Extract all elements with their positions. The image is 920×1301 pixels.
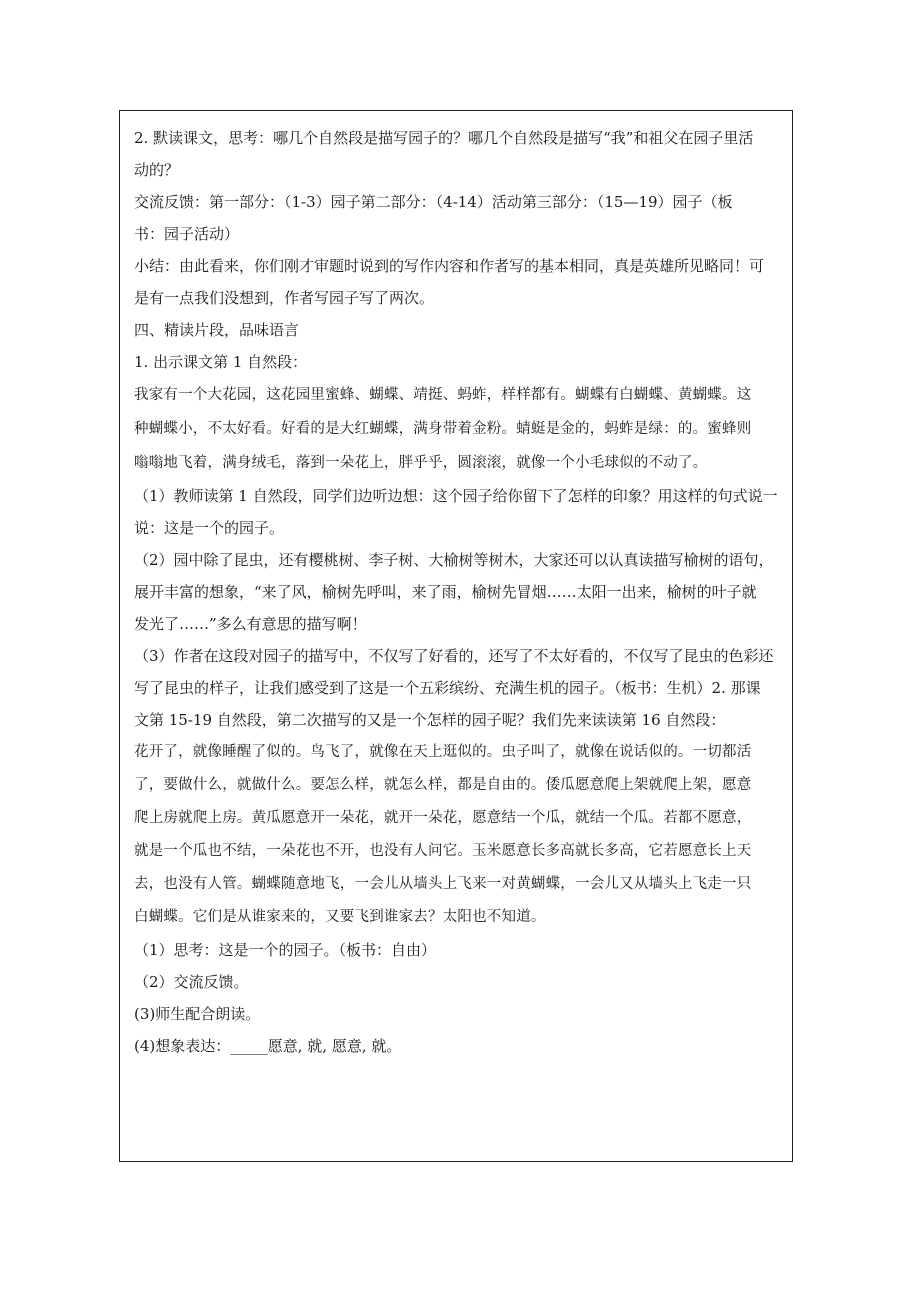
text-line: （2）园中除了昆虫，还有樱桃树、李子树、大榆树等树木，大家还可以认真读描写榆树的语句， bbox=[134, 551, 774, 569]
text-line: 是有一点我们没想到，作者写园子写了两次。 bbox=[134, 289, 435, 307]
quoted-passage-line: 我家有一个大花园，这花园里蜜蜂、蝴蝶、靖挺、蚂蚱，样样都有。蝴蝶有白蝴蝶、黄蝴蝶。这 bbox=[134, 387, 752, 403]
section-heading: 四、精读片段，品味语言 bbox=[134, 321, 300, 339]
quoted-passage-line: 就是一个瓜也不结，一朵花也不开，也没有人问它。玉米愿意长多高就长多高，它若愿意长上天 bbox=[134, 843, 752, 859]
text-line: 发光了……”多么有意思的描写啊！ bbox=[134, 615, 367, 633]
text-line: (4)想象表达：_____愿意, 就, 愿意, 就。 bbox=[134, 1037, 402, 1055]
text-line: (3)师生配合朗读。 bbox=[134, 1005, 261, 1023]
quoted-passage-line: 爬上房就爬上房。黄瓜愿意开一朵花，就开一朵花，愿意结一个瓜，就结一个瓜。若都不愿意， bbox=[134, 810, 752, 826]
text-line: 2. 默读课文，思考：哪几个自然段是描写园子的？哪几个自然段是描写“我”和祖父在园子里活 bbox=[134, 129, 754, 147]
text-line: 动的？ bbox=[134, 161, 180, 179]
text-line: 展开丰富的想象，“来了风，榆树先呼叫，来了雨，榆树先冒烟……太阳一出来，榆树的叶子就 bbox=[134, 583, 757, 601]
text-line: （1）教师读第 1 自然段，同学们边听边想：这个园子给你留下了怎样的印象？用这样的句式说一 bbox=[134, 487, 778, 505]
lesson-plan-table-cell bbox=[119, 110, 793, 1162]
text-line: （2）交流反馈。 bbox=[134, 973, 249, 991]
quoted-passage-line: 种蝴蝶小，不太好看。好看的是大红蝴蝶，满身带着金粉。蜻蜓是金的，蚂蚱是绿：的。蜜蜂则 bbox=[134, 421, 752, 437]
text-line: （1）思考：这是一个的园子。（板书：自由） bbox=[134, 941, 437, 959]
quoted-passage-line: 了，要做什么，就做什么。要怎么样，就怎么样，都是自由的。倭瓜愿意爬上架就爬上架，愿意 bbox=[134, 777, 752, 793]
text-line: 1. 出示课文第 1 自然段： bbox=[134, 353, 308, 371]
text-line: 书：园子活动） bbox=[134, 225, 240, 243]
quoted-passage-line: 花开了，就像睡醒了似的。鸟飞了，就像在天上逛似的。虫子叫了，就像在说话似的。一切都活 bbox=[134, 744, 752, 760]
text-line: 交流反馈：第一部分：（1-3）园子第二部分：（4-14）活动第三部分：（15—19）园子（板 bbox=[134, 193, 733, 211]
text-line: （3）作者在这段对园子的描写中，不仅写了好看的，还写了不太好看的，不仅写了昆虫的色彩还 bbox=[134, 647, 774, 665]
text-line: 写了昆虫的样子，让我们感受到了这是一个五彩缤纷、充满生机的园子。（板书：生机）2. 那课 bbox=[134, 679, 761, 697]
text-line: 说：这是一个的园子。 bbox=[134, 519, 285, 537]
quoted-passage-line: 嗡嗡地飞着，满身绒毛，落到一朵花上，胖乎乎，圆滚滚，就像一个小毛球似的不动了。 bbox=[134, 455, 708, 471]
text-line: 文第 15-19 自然段，第二次描写的又是一个怎样的园子呢？我们先来读读第 16 自然段： bbox=[134, 711, 726, 729]
text-line: 小结：由此看来，你们刚才审题时说到的写作内容和作者写的基本相同，真是英雄所见略同！可 bbox=[134, 257, 765, 275]
quoted-passage-line: 去，也没有人管。蝴蝶随意地飞，一会儿从墙头上飞来一对黄蝴蝶，一会儿又从墙头上飞走一只 bbox=[134, 876, 752, 892]
quoted-passage-line: 白蝴蝶。它们是从谁家来的，又要飞到谁家去？太阳也不知道。 bbox=[134, 909, 546, 925]
